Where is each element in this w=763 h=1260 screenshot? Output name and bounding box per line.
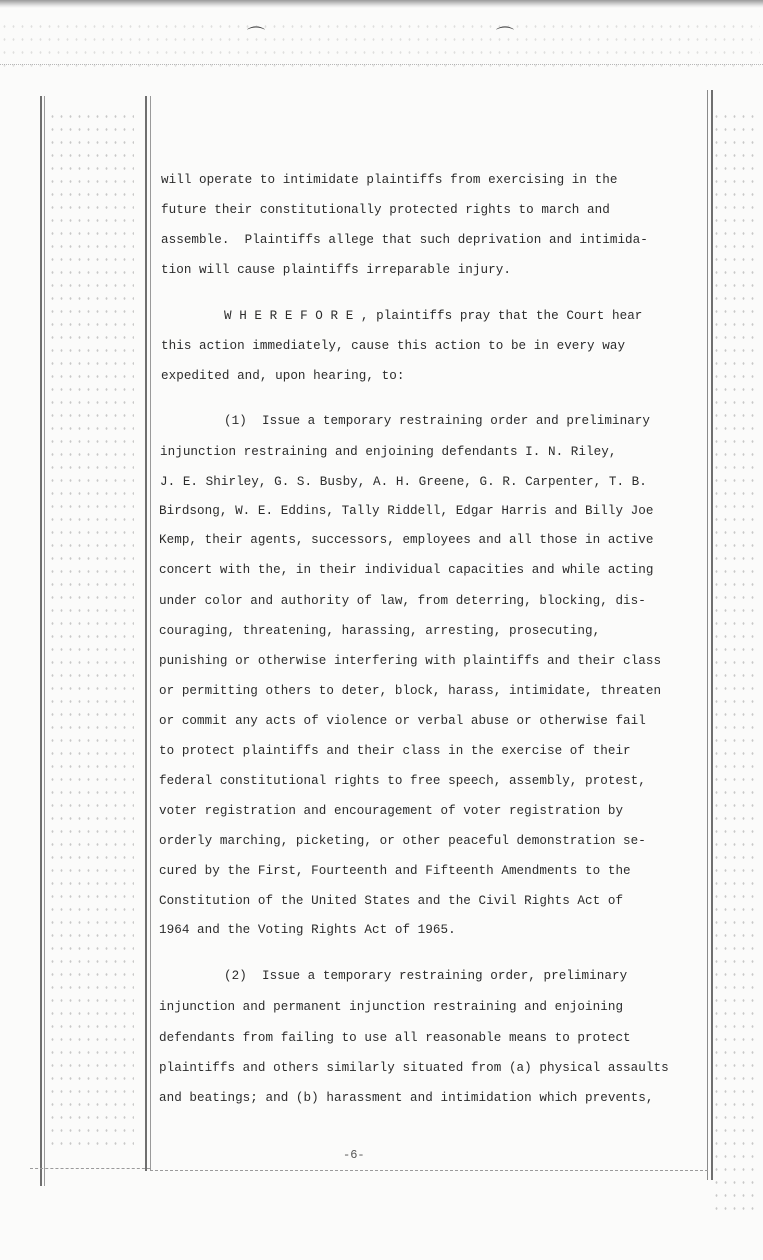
text-line: (2) Issue a temporary restraining order, preliminary — [224, 969, 628, 983]
text-line: concert with the, in their individual capacities and while acting — [159, 563, 654, 577]
left-margin-line-outer — [40, 96, 42, 1186]
text-line: tion will cause plaintiffs irreparable injury. — [161, 263, 511, 277]
text-line: couraging, threatening, harassing, arresting, prosecuting, — [159, 624, 601, 638]
text-line: or permitting others to deter, block, harass, intimidate, threaten — [159, 684, 662, 698]
text-line: cured by the First, Fourteenth and Fifteenth Amendments to the — [159, 864, 631, 878]
bottom-rule-left — [30, 1168, 150, 1169]
text-line: or commit any acts of violence or verbal abuse or otherwise fail — [159, 714, 646, 728]
right-margin-line — [707, 90, 708, 1180]
text-line: federal constitutional rights to free speech, assembly, protest, — [159, 774, 646, 788]
right-margin-line-2 — [711, 90, 713, 1180]
scan-noise-left — [48, 110, 134, 1150]
text-line: voter registration and encouragement of voter registration by — [159, 804, 624, 818]
text-line: injunction restraining and enjoining defendants I. N. Riley, — [160, 445, 617, 459]
text-line: and beatings; and (b) harassment and intimidation which prevents, — [159, 1091, 654, 1105]
scan-noise-top — [0, 20, 760, 70]
text-line: punishing or otherwise interfering with plaintiffs and their class — [159, 654, 662, 668]
text-line: Constitution of the United States and the Civil Rights Act of — [159, 894, 624, 908]
scan-noise-right — [712, 110, 758, 1210]
text-line: Birdsong, W. E. Eddins, Tally Riddell, Edgar Harris and Billy Joe — [159, 504, 654, 518]
corner-mark: ⌒ — [496, 26, 514, 47]
text-line: W H E R E F O R E , plaintiffs pray that the Court hear — [224, 309, 643, 323]
text-line: plaintiffs and others similarly situated from (a) physical assaults — [159, 1061, 669, 1075]
text-line: to protect plaintiffs and their class in the exercise of their — [159, 744, 631, 758]
text-line: injunction and permanent injunction restraining and enjoining — [159, 1000, 624, 1014]
text-line: Kemp, their agents, successors, employees and all those in active — [159, 533, 654, 547]
text-line: expedited and, upon hearing, to: — [161, 369, 405, 383]
bottom-rule-main — [150, 1170, 708, 1171]
page-number: -6- — [343, 1148, 365, 1162]
text-line: J. E. Shirley, G. S. Busby, A. H. Greene, G. R. Carpenter, T. B. — [160, 475, 647, 489]
left-margin-line-inner-2 — [150, 96, 151, 1171]
text-line: (1) Issue a temporary restraining order and preliminary — [224, 414, 651, 428]
text-line: orderly marching, picketing, or other peaceful demonstration se- — [159, 834, 646, 848]
text-line: 1964 and the Voting Rights Act of 1965. — [159, 923, 456, 937]
text-line: assemble. Plaintiffs allege that such deprivation and intimida- — [161, 233, 648, 247]
scan-edge-shadow — [0, 0, 763, 8]
text-line: this action immediately, cause this action to be in every way — [161, 339, 626, 353]
text-line: defendants from failing to use all reasonable means to protect — [159, 1031, 631, 1045]
corner-mark: ⌒ — [247, 26, 265, 47]
left-margin-line-outer-2 — [44, 96, 45, 1186]
text-line: will operate to intimidate plaintiffs from exercising in the — [161, 173, 618, 187]
text-line: under color and authority of law, from deterring, blocking, dis- — [159, 594, 646, 608]
left-margin-line-inner — [145, 96, 147, 1171]
text-line: future their constitutionally protected rights to march and — [161, 203, 610, 217]
